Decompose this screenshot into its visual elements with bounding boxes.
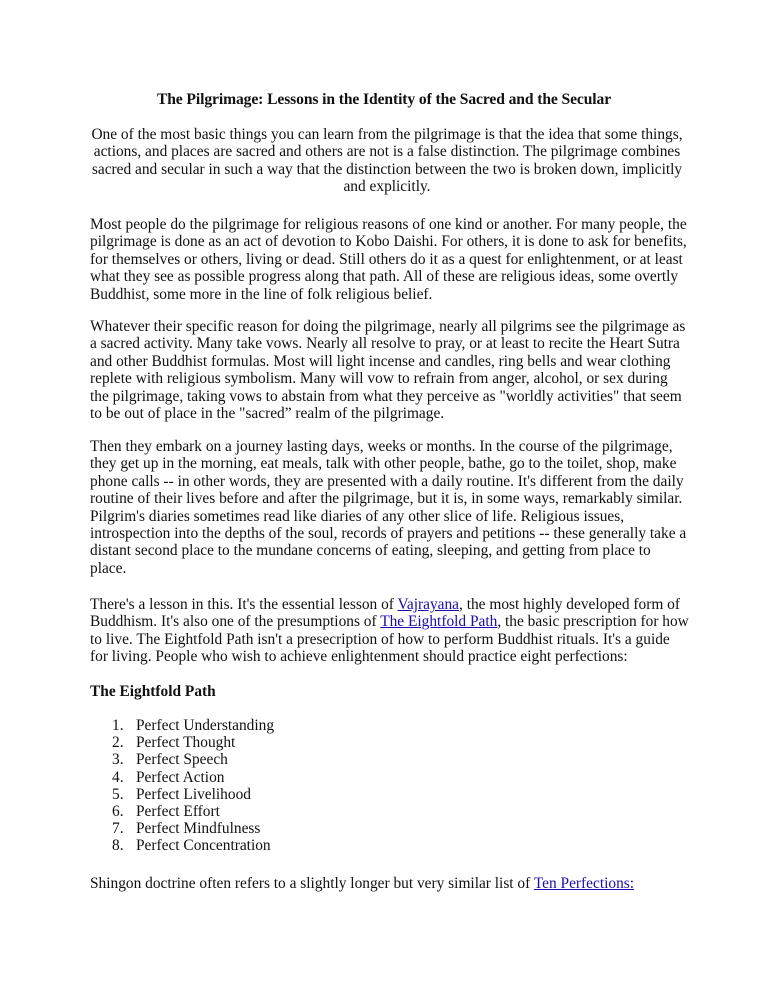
lesson-text-3: , the basic prescription for how to live. The Eightfold Path isn't a presecription of how to perform Buddhist rituals. It's a guide for living. People who wish to achieve enlightenment should practice eight perfections:: [90, 613, 689, 666]
list-item: [112, 769, 274, 786]
paragraph-sacred-activity: Whatever their specific reason for doing the pilgrimage, nearly all pilgrims see the pilgrimage as a sacred activity. Many take vows. Nearly all resolve to pray, or at least to recite the Heart Sutra and other Buddhist formulas. Most will light incense and candles, ring bells and wear clothing replete with religious symbolism. Many will vow to refrain from anger, alcohol, or sex during the pilgrimage, taking vows to abstain from what they perceive as "worldly activities" that seem to be out of place in the "sacred” realm of the pilgrimage.: [90, 318, 686, 423]
list-item: [112, 820, 274, 837]
paragraph-shingon: [90, 875, 690, 892]
eightfold-heading: The Eightfold Path: [90, 683, 216, 700]
list-item: [112, 717, 274, 734]
lesson-text-2: , the most highly developed form of Buddhism. It's also one of the presumptions of: [90, 596, 680, 631]
list-item-number: 2.: [112, 734, 124, 752]
list-item-number: 1.: [112, 717, 124, 734]
paragraph-lesson: [90, 596, 690, 666]
vajrayana-link[interactable]: Vajrayana: [397, 596, 459, 613]
list-item-number: 7.: [112, 820, 124, 838]
list-item-text: Perfect Speech: [136, 751, 228, 769]
paragraph-daily-routine: Then they embark on a journey lasting days, weeks or months. In the course of the pilgrimage, they get up in the morning, eat meals, talk with other people, bathe, go to the toilet, shop, make phone calls -- in other words, they are presented with a daily routine. It's different from the daily routine of their lives before and after the pilgrimage, but it is, in some ways, remarkably similar. Pilgrim's diaries sometimes read like diaries of any other slice of life. Religious issues, introspection into the depths of the soul, records of prayers and petitions -- these generally take a distant second place to the mundane concerns of eating, sleeping, and getting from place to place.: [90, 438, 687, 577]
list-item: [112, 837, 274, 854]
list-item-text: Perfect Action: [136, 768, 225, 786]
ten-perfections-link[interactable]: Ten Perfections:: [533, 875, 635, 892]
list-item-number: 6.: [112, 802, 124, 820]
list-item-text: Perfect Livelihood: [136, 785, 251, 803]
eightfold-path-link[interactable]: The Eightfold Path: [380, 613, 498, 631]
list-item-number: 3.: [112, 751, 124, 769]
eightfold-list: [112, 717, 274, 855]
list-item-text: Perfect Understanding: [136, 717, 275, 734]
lesson-text-1: There's a lesson in this. It's the essential lesson of: [90, 596, 398, 613]
list-item-text: Perfect Mindfulness: [136, 820, 261, 838]
page-title: The Pilgrimage: Lessons in the Identity of the Sacred and the Secular: [156, 91, 612, 108]
list-item: [112, 786, 274, 803]
shingon-text: Shingon doctrine often refers to a slightly longer but very similar list of: [90, 875, 534, 892]
paragraph-motivations: Most people do the pilgrimage for religious reasons of one kind or another. For many people, the pilgrimage is done as an act of devotion to Kobo Daishi. For others, it is done to ask for benefits, for themselves or others, living or dead. Still others do it as a quest for enlightenment, or at least what they see as possible progress along that path. All of these are religious ideas, some overtly Buddhist, some more in the line of folk religious belief.: [90, 216, 687, 303]
intro-paragraph: One of the most basic things you can learn from the pilgrimage is that the idea that some things, actions, and places are sacred and others are not is a false distinction. The pilgrimage combines sacred and secular in such a way that the distinction between the two is broken down, implicitly and explicitly.: [91, 126, 683, 196]
list-item-number: 4.: [112, 768, 124, 786]
list-item: [112, 803, 274, 820]
list-item-text: Perfect Thought: [136, 734, 236, 752]
list-item-number: 5.: [112, 785, 124, 803]
list-item: [112, 751, 274, 768]
list-item-number: 8.: [112, 837, 124, 855]
list-item-text: Perfect Concentration: [136, 837, 271, 855]
list-item: [112, 734, 274, 751]
list-item-text: Perfect Effort: [136, 802, 220, 820]
